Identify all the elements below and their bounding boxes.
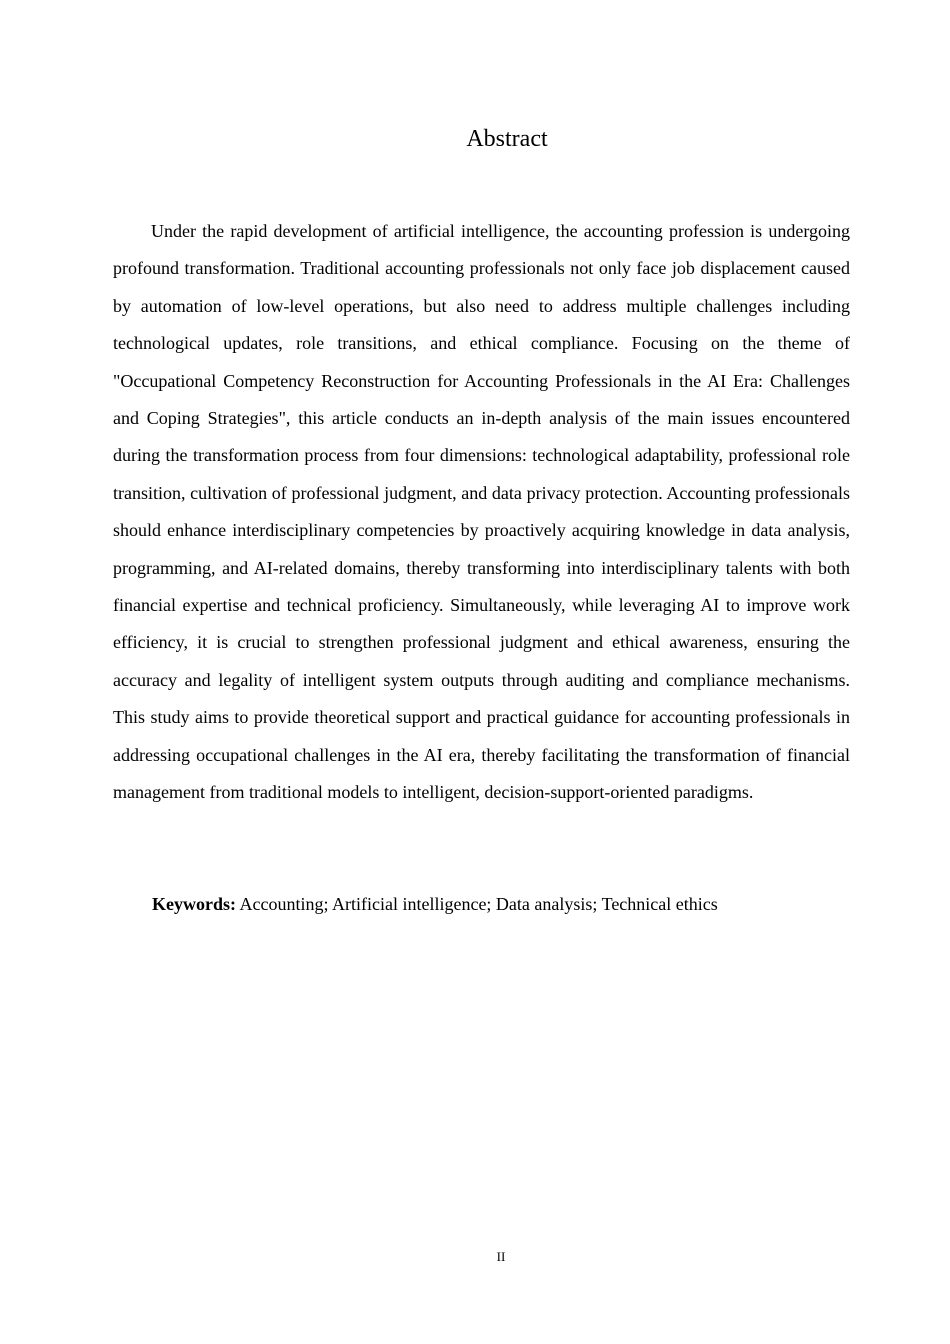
- abstract-body: Under the rapid development of artificial intelligence, the accounting profession is undergoing profound transformation. Traditional accounting professionals not only face job displacement caused by automation of low-level operations, but also need to address multiple challenges including technological updates, role transitions, and ethical compliance. Focusing on the theme of "Occupational Competency Reconstruction for Accounting Professionals in the AI Era: Challenges and Coping Strategies", this article conducts an in-depth analysis of the main issues encountered during the transformation process from four dimensions: technological adaptability, professional role transition, cultivation of professional judgment, and data privacy protection. Accounting professionals should enhance interdisciplinary competencies by proactively acquiring knowledge in data analysis, programming, and AI-related domains, thereby transforming into interdisciplinary talents with both financial expertise and technical proficiency. Simultaneously, while leveraging AI to improve work efficiency, it is crucial to strengthen professional judgment and ethical awareness, ensuring the accuracy and legality of intelligent system outputs through auditing and compliance mechanisms. This study aims to provide theoretical support and practical guidance for accounting professionals in addressing occupational challenges in the AI era, thereby facilitating the transformation of financial management from traditional models to intelligent, decision-support-oriented paradigms.: [113, 221, 850, 803]
- keywords-label: Keywords:: [152, 894, 236, 914]
- keywords-line: [152, 886, 852, 923]
- abstract-title: Abstract: [466, 126, 548, 152]
- keywords-list: Accounting; Artificial intelligence; Data analysis; Technical ethics: [239, 894, 718, 914]
- page-number: II: [496, 1249, 506, 1264]
